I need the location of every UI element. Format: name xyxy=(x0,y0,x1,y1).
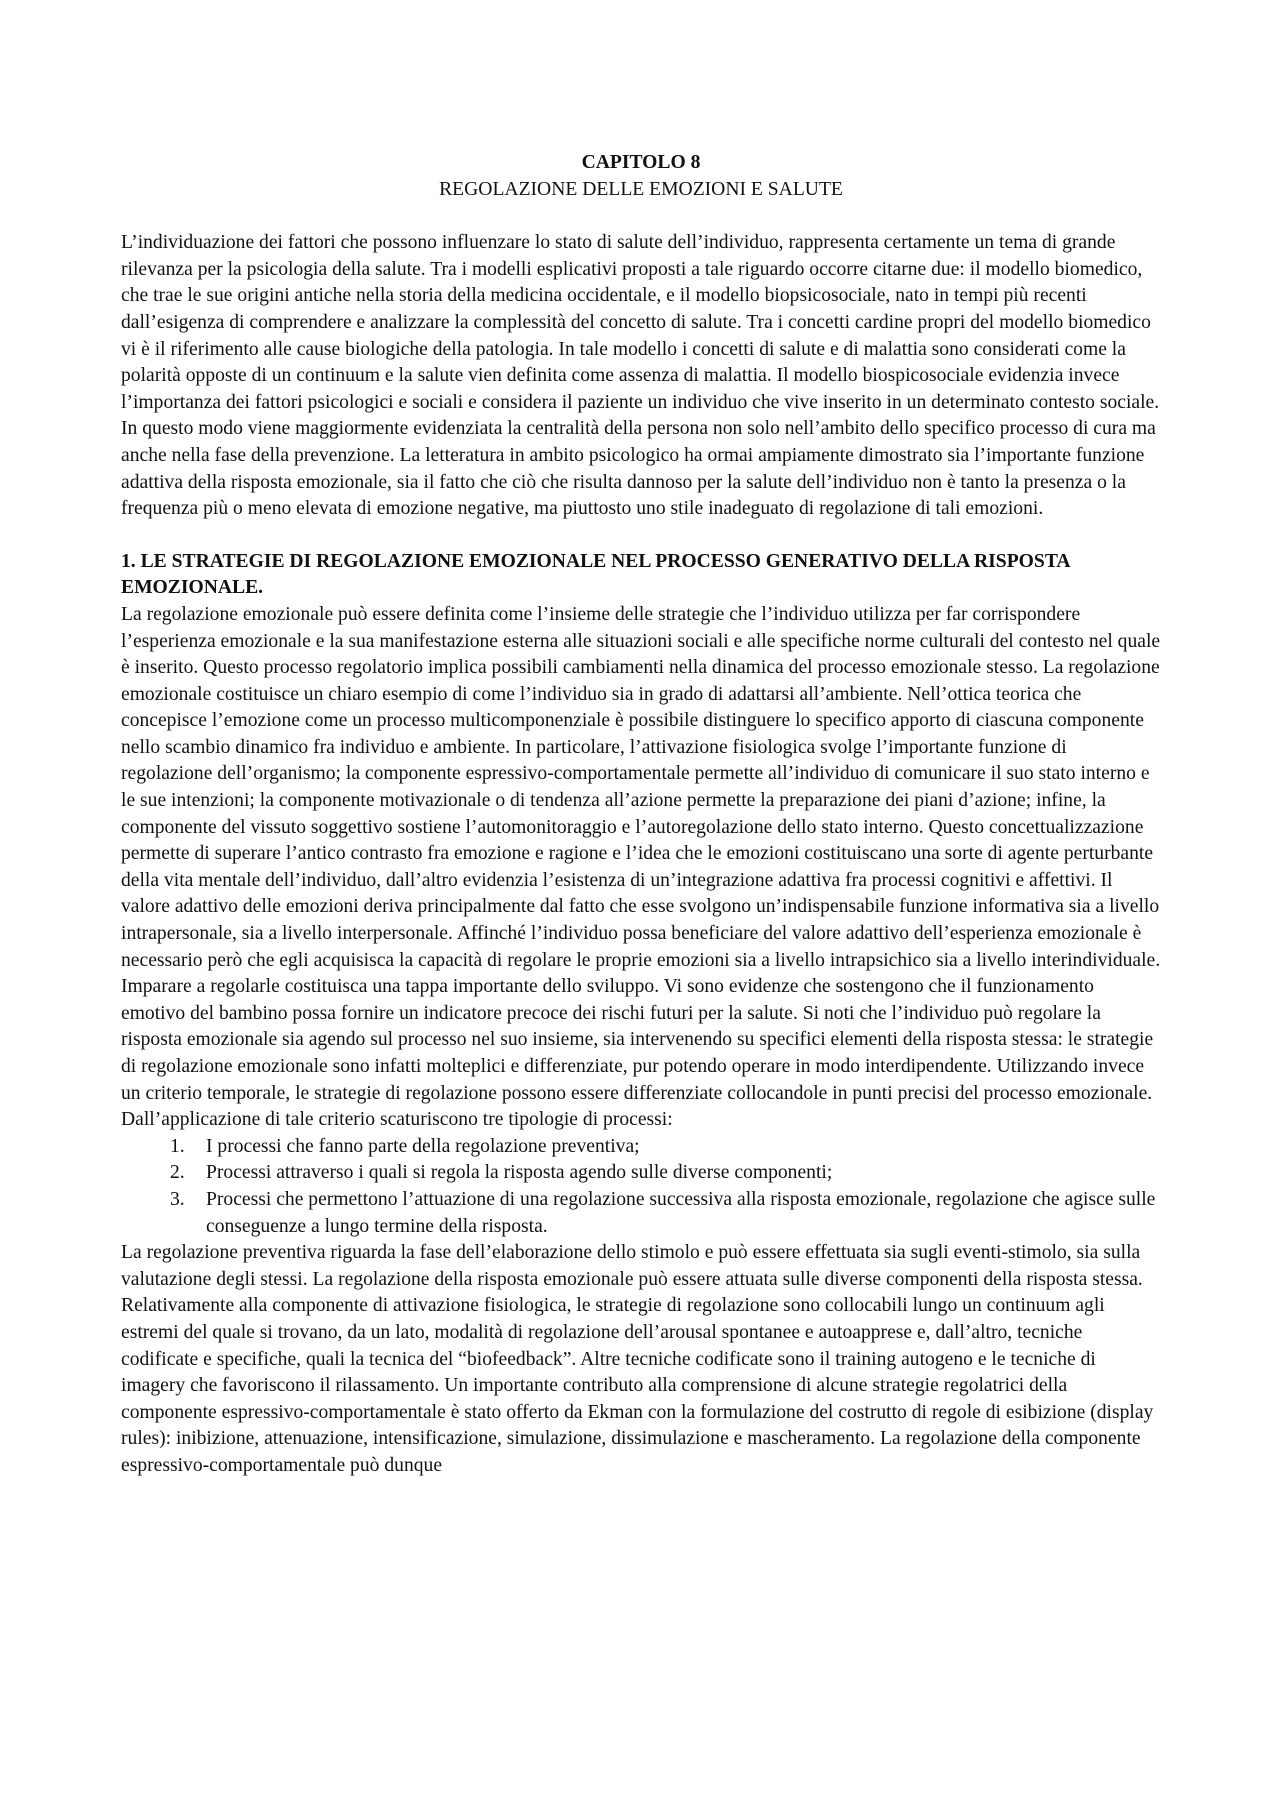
list-item-text: I processi che fanno parte della regolazione preventiva; xyxy=(206,1135,640,1157)
section-paragraph-1: La regolazione emozionale può essere definita come l’insieme delle strategie che l’individuo utilizza per far corrispondere l’esperienza emozionale e la sua manifestazione esterna alle situazioni sociali e alle specifiche norme culturali del contesto nel quale è inserito. Questo processo regolatorio implica possibili cambiamenti nella dinamica del processo emozionale stesso. La regolazione emozionale costituisce un chiaro esempio di come l’individuo sia in grado di adattarsi all’ambiente. Nell’ottica teorica che concepisce l’emozione come un processo multicomponenziale è possibile distinguere lo specifico apporto di ciascuna componente nello scambio dinamico fra individuo e ambiente. In particolare, l’attivazione fisiologica svolge l’importante funzione di regolazione dell’organismo; la componente espressivo-comportamentale permette all’individuo di comunicare il suo stato interno e le sue intenzioni; la componente motivazionale o di tendenza all’azione permette la preparazione dei piani d’azione; infine, la componente del vissuto soggettivo sostiene l’automonitoraggio e l’autoregolazione dello stato interno. Questo concettualizzazione permette di superare l’antico contrasto fra emozione e ragione e l’idea che le emozioni costituiscano una sorte di agente perturbante della vita mentale dell’individuo, dall’altro evidenzia l’esistenza di un’integrazione adattiva fra processi cognitivi e affettivi. Il valore adattivo delle emozioni deriva principalmente dal fatto che esse svolgono un’indispensabile funzione informativa sia a livello intrapersonale, sia a livello interpersonale. Affinché l’individuo possa beneficiare del valore adattivo dell’esperienza emozionale è necessario però che egli acquisisca la capacità di regolare le proprie emozioni sia a livello intrapsichico sia a livello interindividuale. Imparare a regolarle costituisca una tappa importante dello sviluppo. Vi sono evidenze che sostengono che il funzionamento emotivo del bambino possa fornire un indicatore precoce dei rischi futuri per la salute. Si noti che l’individuo può regolare la risposta emozionale sia agendo sul processo nel suo insieme, sia intervenendo su specifici elementi della risposta stessa: le strategie di regolazione emozionale sono infatti molteplici e differenziate, pur potendo operare in modo interdipendente. Utilizzando invece un criterio temporale, le strategie di regolazione possono essere differenziate collocandole in punti precisi del processo emozionale. Dall’applicazione di tale criterio scaturiscono tre tipologie di processi: xyxy=(121,603,1161,1131)
chapter-title: REGOLAZIONE DELLE EMOZIONI E SALUTE xyxy=(439,178,843,200)
list-item xyxy=(170,1187,1161,1240)
intro-paragraph: L’individuazione dei fattori che possono influenzare lo stato di salute dell’individuo, rappresenta certamente un tema di grande rilevanza per la psicologia della salute. Tra i modelli esplicativi proposti a tale riguardo occorre citarne due: il modello biomedico, che trae le sue origini antiche nella storia della medicina occidentale, e il modello biopsicosociale, nato in tempi più recenti dall’esigenza di comprendere e analizzare la complessità del concetto di salute. Tra i concetti cardine propri del modello biomedico vi è il riferimento alle cause biologiche della patologia. In tale modello i concetti di salute e di malattia sono considerati come la polarità opposte di un continuum e la salute vien definita come assenza di malattia. Il modello biospicosociale evidenzia invece l’importanza dei fattori psicologici e sociali e considera il paziente un individuo che vive inserito in un determinato contesto sociale. In questo modo viene maggiormente evidenziata la centralità della persona non solo nell’ambito dello specifico processo di cura ma anche nella fase della prevenzione. La letteratura in ambito psicologico ha ormai ampiamente dimostrato sia l’importante funzione adattiva della risposta emozionale, sia il fatto che ciò che risulta dannoso per la salute dell’individuo non è tanto la presenza o la frequenza più o meno elevata di emozione negative, ma piuttosto uno stile inadeguato di regolazione di tali emozioni. xyxy=(121,232,1160,520)
list-item-number: 2. xyxy=(170,1162,185,1184)
list-item xyxy=(170,1134,1161,1161)
section-paragraph-2: La regolazione preventiva riguarda la fase dell’elaborazione dello stimolo e può essere effettuata sia sugli eventi-stimolo, sia sulla valutazione degli stessi. La regolazione della risposta emozionale può essere attuata sulle diverse componenti della risposta stessa. Relativamente alla componente di attivazione fisiologica, le strategie di regolazione sono collocabili lungo un continuum agli estremi del quale si trovano, da un lato, modalità di regolazione dell’arousal spontanee e autoapprese e, dall’altro, tecniche codificate e specifiche, quali la tecnica del “biofeedback”. Altre tecniche codificate sono il training autogeno e le tecniche di imagery che favoriscono il rilassamento. Un importante contributo alla comprensione di alcune strategie regolatrici della componente espressivo-comportamentale è stato offerto da Ekman con la formulazione del costrutto di regole di esibizione (display rules): inibizione, attenuazione, intensificazione, simulazione, dissimulazione e mascheramento. La regolazione della componente espressivo-comportamentale può dunque xyxy=(121,1242,1154,1476)
chapter-number: CAPITOLO 8 xyxy=(581,152,701,173)
chapter-heading xyxy=(121,150,1161,203)
process-list xyxy=(121,1134,1161,1240)
list-item-number: 3. xyxy=(170,1188,185,1210)
list-item xyxy=(170,1160,1161,1187)
section-title: 1. LE STRATEGIE DI REGOLAZIONE EMOZIONALE NEL PROCESSO GENERATIVO DELLA RISPOSTA EMOZIONALE. xyxy=(121,550,1070,599)
list-item-text: Processi che permettono l’attuazione di una regolazione successiva alla risposta emozionale, regolazione che agisce sulle conseguenze a lungo termine della risposta. xyxy=(206,1188,1156,1237)
list-item-number: 1. xyxy=(170,1135,185,1157)
document-page xyxy=(121,150,1161,1480)
list-item-text: Processi attraverso i quali si regola la risposta agendo sulle diverse componenti; xyxy=(206,1162,833,1184)
